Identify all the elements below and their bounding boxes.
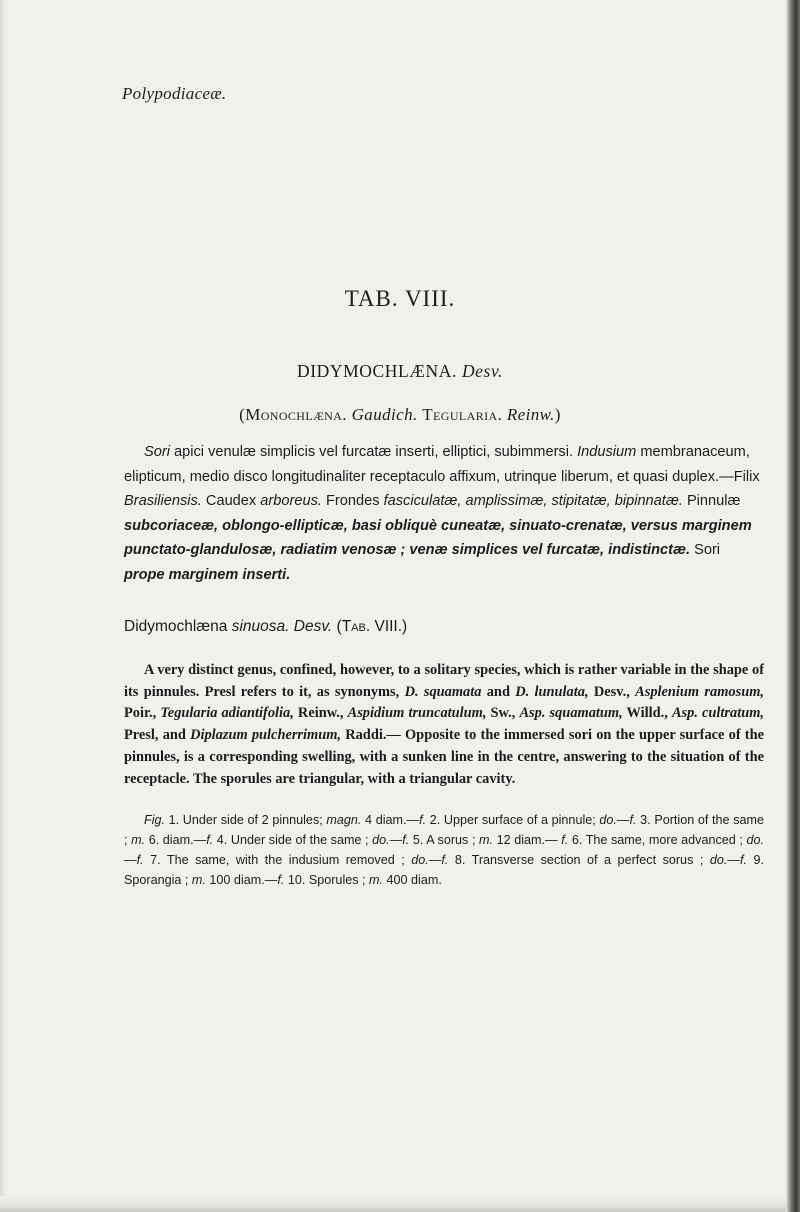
genus-author: Desv. bbox=[461, 361, 503, 381]
figure-caption-segment: do.—f. bbox=[709, 853, 747, 867]
figure-caption-segment: 100 diam.— bbox=[205, 873, 278, 887]
figure-caption-segment: f. bbox=[206, 833, 214, 847]
synonym-2-name: Tegularia. bbox=[422, 405, 503, 424]
figure-caption-segment: 8. Transverse section of a perfect sorus ; bbox=[448, 853, 710, 867]
figure-caption-segment: m. bbox=[479, 833, 494, 847]
figure-caption-segment: m. bbox=[191, 873, 206, 887]
figure-caption-segment: 10. Sporules ; bbox=[284, 873, 370, 887]
discussion-segment: Desv., bbox=[588, 683, 636, 700]
synonym-open-paren: ( bbox=[239, 405, 246, 424]
figure-caption-segment: 5. A sorus ; bbox=[409, 833, 480, 847]
figure-caption-segment: 9. Sporangia ; bbox=[124, 853, 764, 887]
figure-caption-segment: 6. The same, more advanced ; bbox=[568, 833, 747, 847]
species-author: Desv. bbox=[293, 618, 333, 635]
species-epithet: sinuosa. bbox=[231, 618, 290, 635]
figure-caption-segment: m. bbox=[369, 873, 384, 887]
diagnosis-segment: Caudex bbox=[201, 493, 261, 509]
figure-caption-segment: f. bbox=[277, 873, 285, 887]
diagnosis-segment: membranaceum, elipticum, medio disco longitudinaliter receptaculo affixum, utrinque liberum, et quasi duplex.—Filix bbox=[124, 444, 760, 485]
genus-heading bbox=[0, 361, 800, 382]
discussion-segment: Asp. cultratum, bbox=[671, 705, 765, 722]
figure-caption-segment: 4. Under side of the same ; bbox=[213, 833, 373, 847]
figure-caption-segment: 4 diam.— bbox=[361, 813, 420, 827]
running-head: Polypodiaceæ. bbox=[122, 84, 227, 103]
genus-diagnosis bbox=[124, 440, 764, 587]
figure-caption-segment: magn. bbox=[326, 813, 362, 827]
diagnosis-segment: Sori bbox=[144, 444, 170, 460]
diagnosis-segment: Pinnulæ bbox=[682, 493, 741, 509]
figure-caption-segment: f. bbox=[561, 833, 569, 847]
synonym-close-paren: ) bbox=[554, 405, 561, 424]
discussion-segment: Poir., bbox=[124, 705, 161, 722]
figure-caption bbox=[124, 810, 764, 890]
discussion-segment: D. lunulata, bbox=[515, 683, 589, 700]
diagnosis-segment: apici venulæ simplicis vel furcatæ inserti, elliptici, subimmersi. bbox=[169, 444, 578, 460]
plate-ref-tab: Tab. bbox=[341, 618, 371, 635]
diagnosis-segment: Brasiliensis. bbox=[124, 493, 202, 509]
figure-caption-segment: 3. Portion of the same ; bbox=[124, 813, 764, 847]
discussion-segment: Willd., bbox=[622, 705, 672, 722]
figure-caption-segment: Fig. bbox=[144, 813, 165, 827]
discussion-segment: Aspidium truncatulum, bbox=[347, 705, 487, 722]
figure-caption-segment: do.—f. bbox=[411, 853, 449, 867]
species-plate-ref bbox=[337, 618, 408, 635]
species-heading bbox=[124, 618, 407, 636]
species-genus: Didymochlæna bbox=[124, 618, 228, 635]
discussion-segment: Asp. squamatum, bbox=[519, 705, 623, 722]
figure-caption-segment: 12 diam.— bbox=[493, 833, 562, 847]
discussion-segment: Asplenium ramosum, bbox=[635, 683, 765, 700]
plate-title: TAB. VIII. bbox=[344, 286, 456, 311]
figure-caption-segment: do.—f. bbox=[372, 833, 410, 847]
species-discussion bbox=[124, 660, 764, 790]
figure-caption-segment: 1. Under side of 2 pinnules; bbox=[165, 813, 327, 827]
diagnosis-segment: fasciculatæ, amplissimæ, stipitatæ, bipinnatæ. bbox=[383, 493, 683, 509]
figure-caption-segment: do.—f. bbox=[124, 833, 764, 867]
diagnosis-segment: Frondes bbox=[321, 493, 384, 509]
figure-caption-segment: f. bbox=[419, 813, 427, 827]
discussion-segment: Raddi.— Opposite to the immersed sori on the upper surface of the pinnules, is a corresponding swelling, with a sunken line in the centre, answering to the situation of the receptacle. The sporules are triangular, with a triangular cavity. bbox=[124, 727, 764, 787]
discussion-segment: and bbox=[481, 683, 516, 700]
discussion-segment: Reinw., bbox=[293, 705, 348, 722]
diagnosis-segment: Indusium bbox=[577, 444, 637, 460]
synonym-1-name: Monochlæna. bbox=[245, 405, 347, 424]
page-binding-edge bbox=[786, 0, 800, 1212]
discussion-segment: Diplazum pulcherrimum, bbox=[190, 727, 342, 744]
synonym-2-author: Reinw. bbox=[506, 405, 555, 424]
genus-synonyms bbox=[0, 405, 800, 425]
diagnosis-segment: prope marginem inserti. bbox=[124, 566, 291, 583]
figure-caption-segment: 400 diam. bbox=[383, 873, 442, 887]
figure-caption-segment: 6. diam.— bbox=[145, 833, 207, 847]
genus-name: DIDYMOCHLÆNA. bbox=[297, 361, 457, 381]
figure-caption-segment: m. bbox=[131, 833, 146, 847]
diagnosis-segment: Sori bbox=[690, 542, 721, 558]
page-left-edge bbox=[0, 0, 6, 1212]
discussion-segment: D. squamata bbox=[404, 683, 482, 700]
discussion-segment: A very distinct genus, confined, however, to a solitary species, which is rather variable in the shape of its pinnules. Presl refers to it, as synonyms, bbox=[124, 662, 764, 700]
discussion-segment: Presl, and bbox=[124, 727, 191, 744]
figure-caption-segment: 2. Upper surface of a pinnule; bbox=[426, 813, 600, 827]
page-bottom-edge bbox=[0, 1196, 786, 1212]
figure-caption-segment: 7. The same, with the indusium removed ; bbox=[143, 853, 412, 867]
diagnosis-segment: arboreus. bbox=[260, 493, 322, 509]
plate-ref-number: VIII.) bbox=[374, 618, 408, 635]
diagnosis-segment: subcoriaceæ, oblongo-ellipticæ, basi obliquè cuneatæ, sinuato-crenatæ, versus marginem punctato-glandulosæ, radiatim venosæ ; venæ simplices vel furcatæ, indistinctæ. bbox=[124, 517, 752, 558]
discussion-segment: Sw., bbox=[486, 705, 520, 722]
discussion-segment: Tegularia adiantifolia, bbox=[160, 705, 294, 722]
synonym-1-author: Gaudich. bbox=[351, 405, 418, 424]
figure-caption-segment: do.—f. bbox=[599, 813, 637, 827]
plate-ref-open: ( bbox=[336, 618, 342, 635]
